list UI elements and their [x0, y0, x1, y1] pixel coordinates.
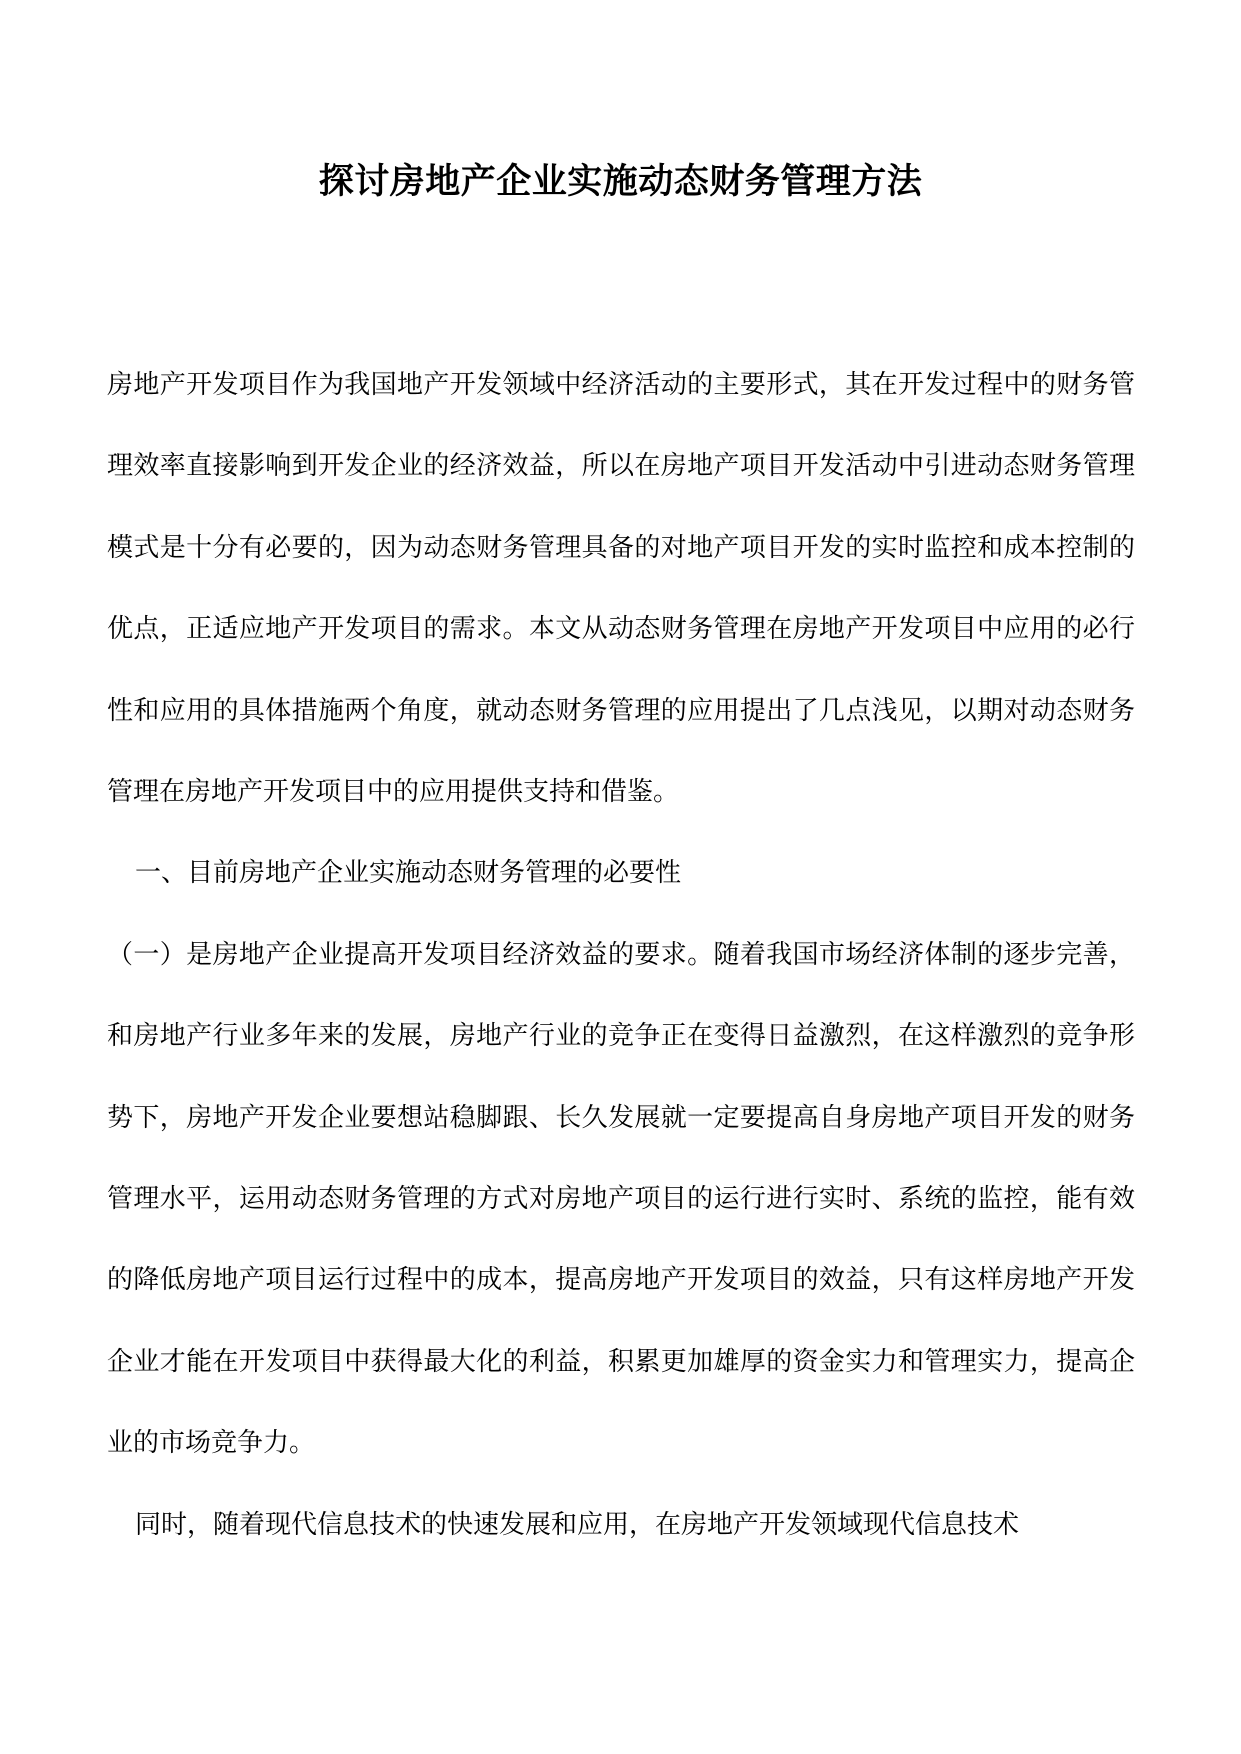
- section-heading: 一、目前房地产企业实施动态财务管理的必要性: [135, 858, 682, 889]
- paragraph-continuation: 同时，随着现代信息技术的快速发展和应用，在房地产开发领域现代信息技术: [135, 1509, 1020, 1540]
- document-body: [107, 345, 1135, 1566]
- paragraph-abstract: 房地产开发项目作为我国地产开发领域中经济活动的主要形式，其在开发过程中的财务管理效率直接影响到开发企业的经济效益，所以在房地产项目开发活动中引进动态财务管理模式是十分有必要的，因为动态财务管理具备的对地产项目开发的实时监控和成本控制的优点，正适应地产开发项目的需求。本文从动态财务管理在房地产开发项目中应用的必行性和应用的具体措施两个角度，就动态财务管理的应用提出了几点浅见，以期对动态财务管理在房地产开发项目中的应用提供支持和借鉴。: [107, 370, 1135, 808]
- document-title: 探讨房地产企业实施动态财务管理方法: [318, 161, 923, 202]
- paragraph-subsection-1: （一）是房地产企业提高开发项目经济效益的要求。随着我国市场经济体制的逐步完善，和房地产行业多年来的发展，房地产行业的竞争正在变得日益激烈，在这样激烈的竞争形势下，房地产开发企业要想站稳脚跟、长久发展就一定要提高自身房地产项目开发的财务管理水平，运用动态财务管理的方式对房地产项目的运行进行实时、系统的监控，能有效的降低房地产项目运行过程中的成本，提高房地产开发项目的效益，只有这样房地产开发企业才能在开发项目中获得最大化的利益，积累更加雄厚的资金实力和管理实力，提高企业的市场竞争力。: [107, 939, 1135, 1459]
